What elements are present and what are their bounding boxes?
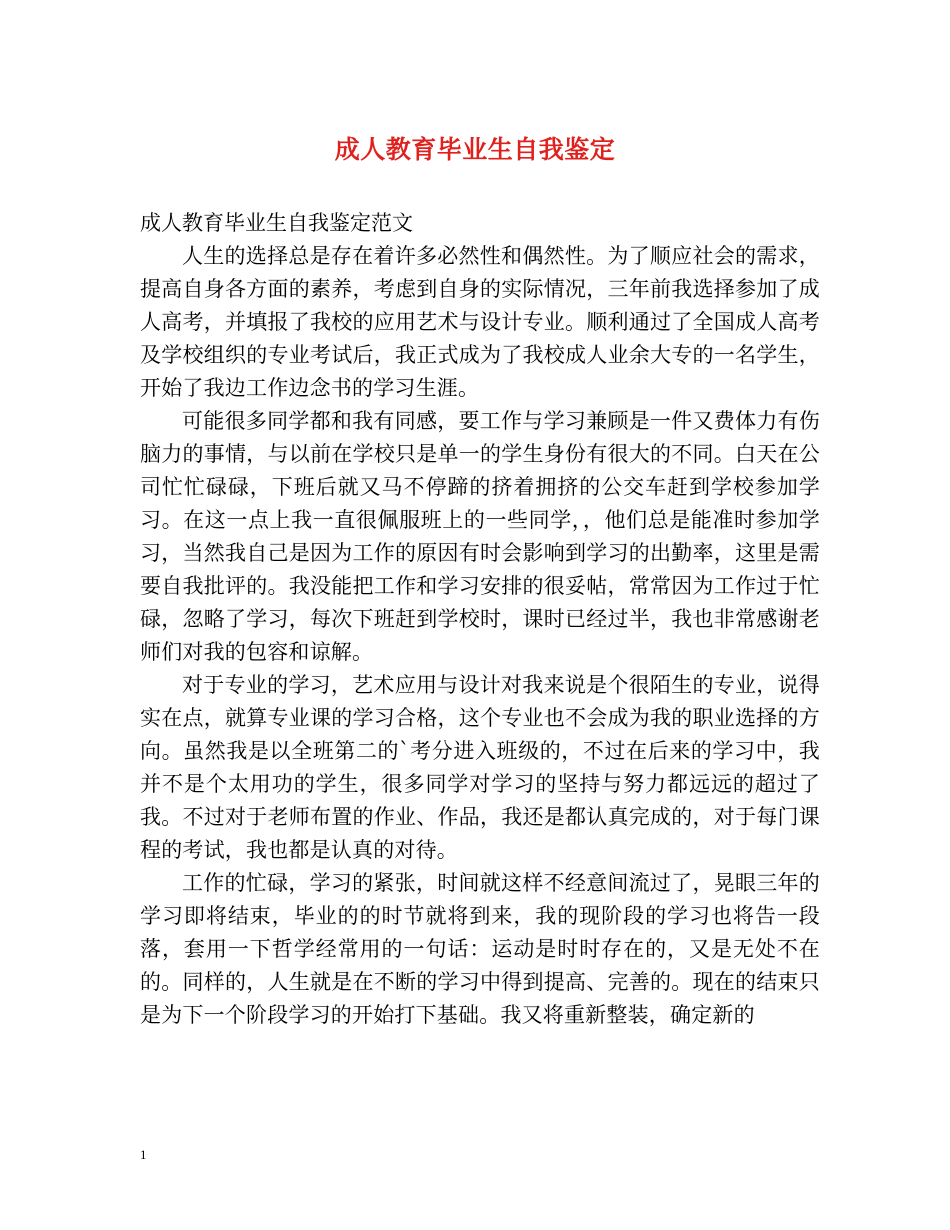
page-number: 1 <box>140 1147 147 1162</box>
paragraph-4: 工作的忙碌，学习的紧张，时间就这样不经意间流过了，晃眼三年的学习即将结束，毕业的的时节就将到来，我的现阶段的学习也将告一段落，套用一下哲学经常用的一句话：运动是时时存在的，又是无处不在的。同样的，人生就是在不断的学习中得到提高、完善的。现在的结束只是为下一个阶段学习的开始打下基础。我又将重新整装，确定新的 <box>140 871 820 1027</box>
paragraph-3: 对于专业的学习，艺术应用与设计对我来说是个很陌生的专业，说得实在点，就算专业课的学习合格，这个专业也不会成为我的职业选择的方向。虽然我是以全班第二的`考分进入班级的，不过在后来的学习中，我并不是个太用功的学生，很多同学对学习的坚持与努力都远远的超过了我。不过对于老师布置的作业、作品，我还是都认真完成的，对于每门课程的考试，我也都是认真的对待。 <box>140 673 820 862</box>
document-body <box>140 207 820 1032</box>
paragraph-2: 可能很多同学都和我有同感，要工作与学习兼顾是一件又费体力有伤脑力的事情，与以前在学校只是单一的学生身份有很大的不同。白天在公司忙忙碌碌，下班后就又马不停蹄的挤着拥挤的公交车赶到学校参加学习。在这一点上我一直很佩服班上的一些同学，，他们总是能准时参加学习，当然我自己是因为工作的原因有时会影响到学习的出勤率，这里是需要自我批评的。我没能把工作和学习安排的很妥帖，常常因为工作过于忙碌，忽略了学习，每次下班赶到学校时，课时已经过半，我也非常感谢老师们对我的包容和谅解。 <box>140 409 820 664</box>
paragraph-1: 人生的选择总是存在着许多必然性和偶然性。为了顺应社会的需求，提高自身各方面的素养，考虑到自身的实际情况，三年前我选择参加了成人高考，并填报了我校的应用艺术与设计专业。顺利通过了全国成人高考及学校组织的专业考试后，我正式成为了我校成人业余大专的一名学生，开始了我边工作边念书的学习生涯。 <box>140 244 820 400</box>
document-subtitle: 成人教育毕业生自我鉴定范文 <box>140 211 413 235</box>
document-title: 成人教育毕业生自我鉴定 <box>334 135 616 164</box>
